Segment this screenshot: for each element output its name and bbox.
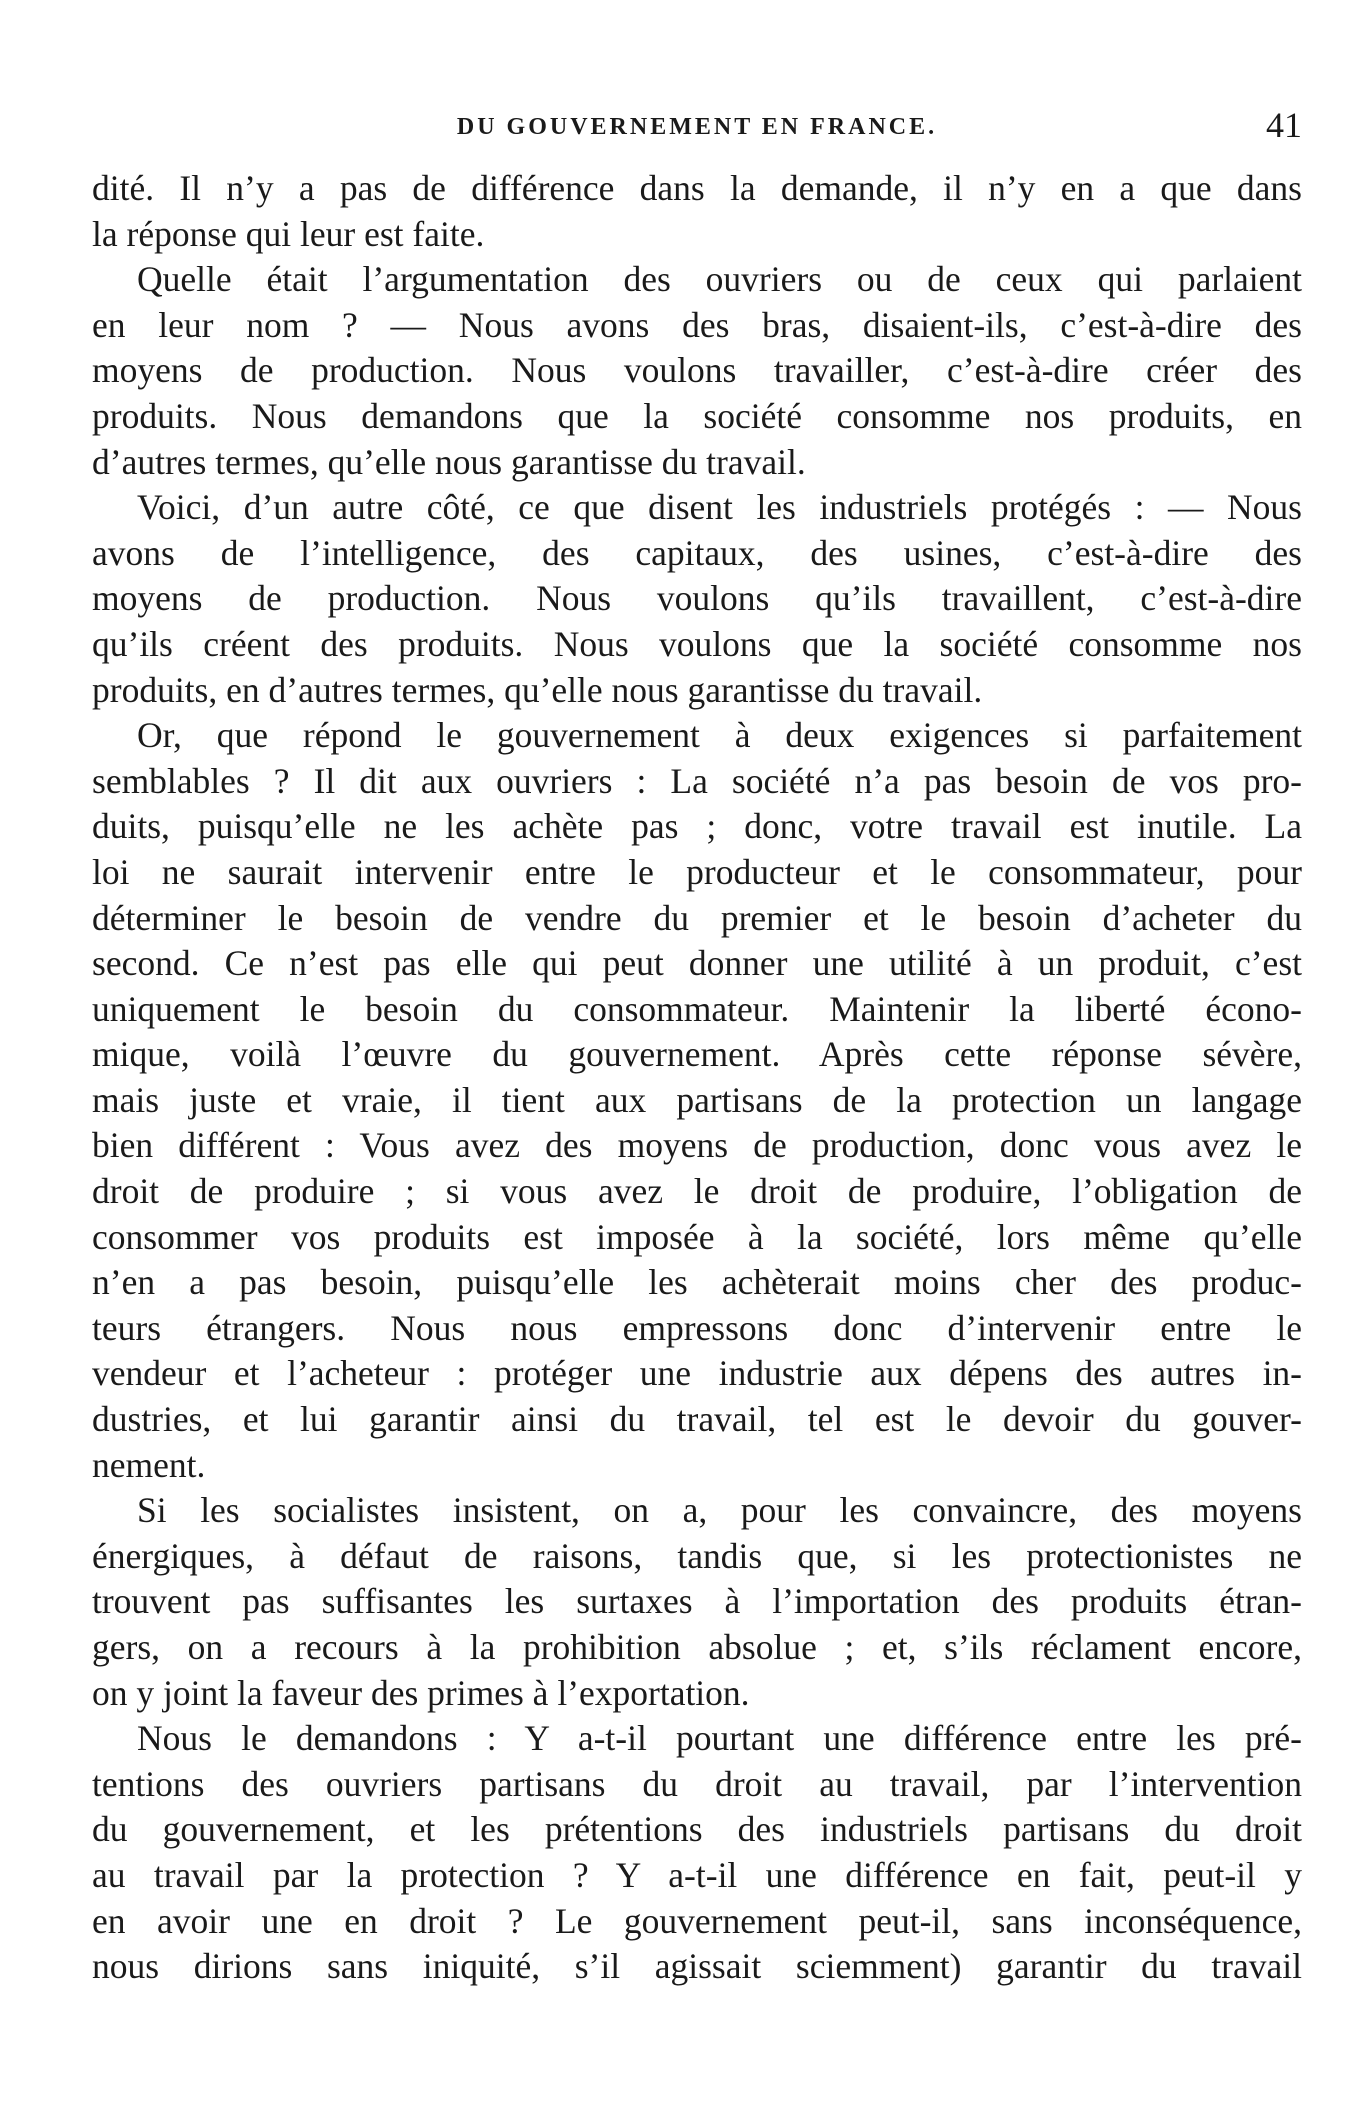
text-line: mique, voilà l’œuvre du gouvernement. Après cette réponse sévère, xyxy=(92,1034,1302,1075)
text-line: vendeur et l’acheteur : protéger une industrie aux dépens des autres in- xyxy=(92,1353,1302,1394)
text-line: second. Ce n’est pas elle qui peut donner une utilité à un produit, c’est xyxy=(92,943,1302,984)
text-line: droit de produire ; si vous avez le droit de produire, l’obligation de xyxy=(92,1171,1302,1212)
page-number: 41 xyxy=(1266,105,1302,145)
text-line: produits. Nous demandons que la société consomme nos produits, en xyxy=(92,395,1302,436)
text-line: Nous le demandons : Y a-t-il pourtant une différence entre les pré- xyxy=(137,1718,1302,1759)
text-line: avons de l’intelligence, des capitaux, des usines, c’est-à-dire des xyxy=(92,532,1302,573)
text-line: dustries, et lui garantir ainsi du travail, tel est le devoir du gouver- xyxy=(92,1399,1302,1440)
text-line: n’en a pas besoin, puisqu’elle les achèterait moins cher des produc- xyxy=(92,1262,1302,1303)
text-line: en avoir une en droit ? Le gouvernement peut-il, sans inconséquence, xyxy=(92,1900,1302,1941)
text-line: gers, on a recours à la prohibition absolue ; et, s’ils réclament encore, xyxy=(92,1627,1302,1667)
text-line: nement. xyxy=(92,1444,206,1485)
text-line: moyens de production. Nous voulons travailler, c’est-à-dire créer des xyxy=(92,350,1302,391)
text-line: trouvent pas suffisantes les surtaxes à l’importation des produits étran- xyxy=(92,1581,1302,1622)
text-line: du gouvernement, et les prétentions des industriels partisans du droit xyxy=(92,1809,1302,1850)
text-line: mais juste et vraie, il tient aux partisans de la protection un langage xyxy=(92,1079,1302,1120)
running-title: DU GOUVERNEMENT EN FRANCE. xyxy=(456,114,938,140)
text-line: nous dirions sans iniquité, s’il agissait sciemment) garantir du travail xyxy=(92,1946,1302,1987)
text-line: au travail par la protection ? Y a-t-il une différence en fait, peut-il y xyxy=(92,1854,1302,1895)
text-line: Voici, d’un autre côté, ce que disent les industriels protégés : — Nous xyxy=(137,487,1302,528)
book-page xyxy=(92,100,1302,1990)
text-line: loi ne saurait intervenir entre le producteur et le consommateur, pour xyxy=(92,851,1302,892)
text-line: Or, que répond le gouvernement à deux exigences si parfaitement xyxy=(137,715,1302,756)
text-line: bien différent : Vous avez des moyens de production, donc vous avez le xyxy=(92,1125,1302,1166)
text-line: on y joint la faveur des primes à l’exportation. xyxy=(92,1672,750,1713)
text-line: dité. Il n’y a pas de différence dans la demande, il n’y en a que dans xyxy=(92,168,1302,208)
text-line: duits, puisqu’elle ne les achète pas ; donc, votre travail est inutile. La xyxy=(92,806,1302,847)
text-line: tentions des ouvriers partisans du droit au travail, par l’intervention xyxy=(92,1763,1302,1804)
running-head xyxy=(92,100,1302,160)
text-line: produits, en d’autres termes, qu’elle nous garantisse du travail. xyxy=(92,669,983,710)
text-line: la réponse qui leur est faite. xyxy=(92,213,485,254)
text-line: Quelle était l’argumentation des ouvriers ou de ceux qui parlaient xyxy=(137,259,1302,300)
text-line: uniquement le besoin du consommateur. Maintenir la liberté écono- xyxy=(92,988,1302,1029)
text-line: déterminer le besoin de vendre du premier et le besoin d’acheter du xyxy=(92,897,1302,938)
text-line: en leur nom ? — Nous avons des bras, disaient-ils, c’est-à-dire des xyxy=(92,304,1302,345)
text-line: énergiques, à défaut de raisons, tandis que, si les protectionistes ne xyxy=(92,1535,1302,1576)
text-line: moyens de production. Nous voulons qu’ils travaillent, c’est-à-dire xyxy=(92,578,1302,619)
text-line: semblables ? Il dit aux ouvriers : La société n’a pas besoin de vos pro- xyxy=(92,760,1302,801)
text-line: consommer vos produits est imposée à la société, lors même qu’elle xyxy=(92,1216,1302,1257)
text-line: Si les socialistes insistent, on a, pour les convaincre, des moyens xyxy=(137,1490,1302,1531)
body-text xyxy=(92,166,1302,1990)
text-line: qu’ils créent des produits. Nous voulons que la société consomme nos xyxy=(92,623,1302,664)
text-line: teurs étrangers. Nous nous empressons donc d’intervenir entre le xyxy=(92,1307,1302,1348)
text-line: d’autres termes, qu’elle nous garantisse du travail. xyxy=(92,441,806,482)
